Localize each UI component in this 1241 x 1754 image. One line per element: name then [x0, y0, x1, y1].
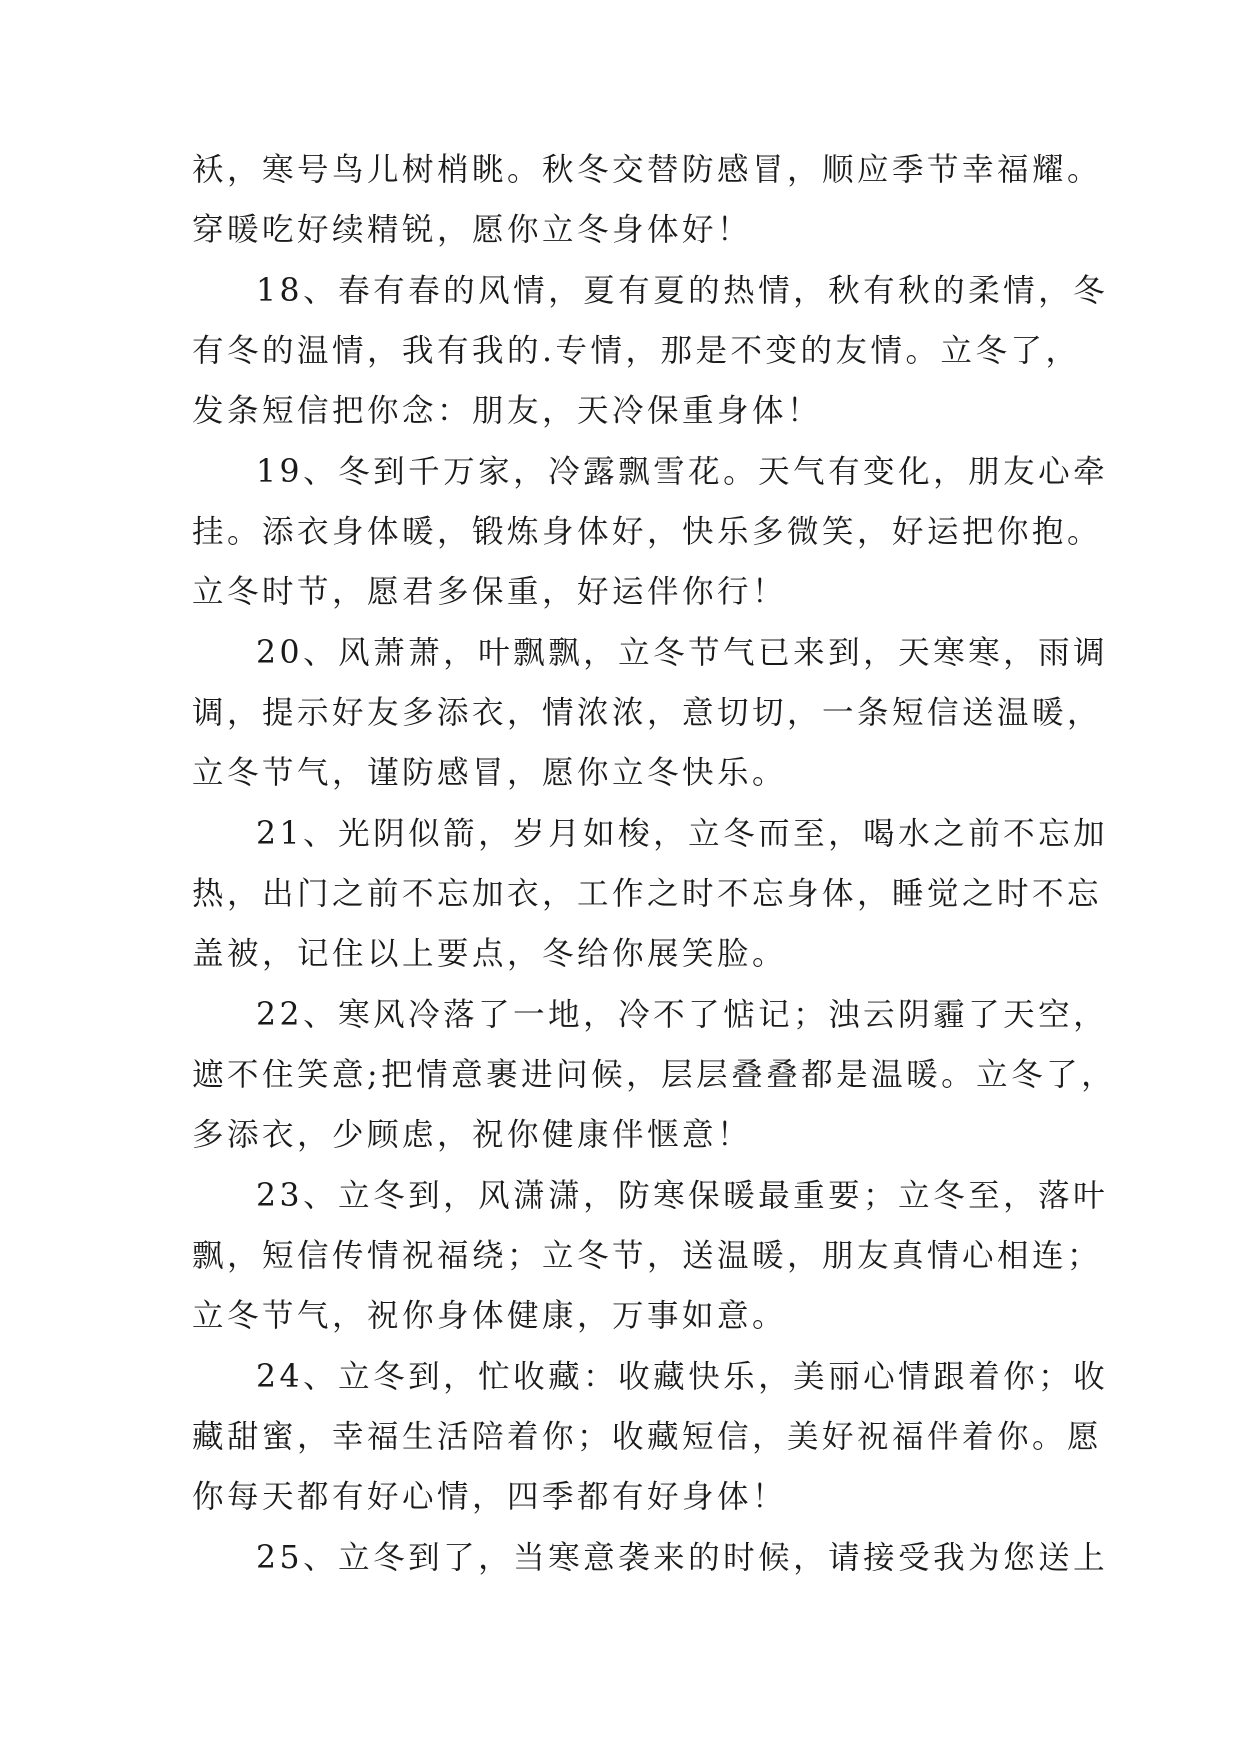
text-line: 调，提示好友多添衣，情浓浓，意切切，一条短信送温暖， — [192, 695, 1103, 731]
text-line: 遮不住笑意;把情意裹进问候，层层叠叠都是温暖。立冬了， — [192, 1057, 1117, 1093]
paragraph-22-start: 22、寒风冷落了一地，冷不了惦记；浊云阴霾了天空， — [256, 997, 1109, 1033]
text-line: 立冬节气，谨防感冒，愿你立冬快乐。 — [192, 755, 788, 791]
text-line: 有冬的温情，我有我的.专情，那是不变的友情。立冬了， — [192, 333, 1081, 369]
paragraph-20-start: 20、风萧萧，叶飘飘，立冬节气已来到，天寒寒，雨调 — [256, 635, 1109, 671]
text-line: 穿暖吃好续精锐，愿你立冬身体好！ — [192, 212, 753, 248]
text-line: 立冬时节，愿君多保重，好运伴你行！ — [192, 574, 788, 610]
paragraph-19-start: 19、冬到千万家，冷露飘雪花。天气有变化，朋友心牵 — [256, 454, 1109, 490]
text-line: 你每天都有好心情，四季都有好身体！ — [192, 1479, 788, 1515]
text-line: 袄，寒号鸟儿树梢眺。秋冬交替防感冒，顺应季节幸福耀。 — [192, 152, 1103, 188]
text-line: 立冬节气，祝你身体健康，万事如意。 — [192, 1298, 788, 1334]
paragraph-24-start: 24、立冬到，忙收藏：收藏快乐，美丽心情跟着你；收 — [256, 1359, 1109, 1395]
paragraph-25-start: 25、立冬到了，当寒意袭来的时候，请接受我为您送上 — [256, 1540, 1109, 1576]
text-line: 飘，短信传情祝福绕；立冬节，送温暖，朋友真情心相连； — [192, 1238, 1103, 1274]
paragraph-23-start: 23、立冬到，风潇潇，防寒保暖最重要；立冬至，落叶 — [256, 1178, 1109, 1214]
text-line: 盖被，记住以上要点，冬给你展笑脸。 — [192, 936, 788, 972]
text-line: 发条短信把你念：朋友，天冷保重身体！ — [192, 393, 823, 429]
text-line: 多添衣，少顾虑，祝你健康伴惬意！ — [192, 1117, 753, 1153]
text-line: 藏甜蜜，幸福生活陪着你；收藏短信，美好祝福伴着你。愿 — [192, 1419, 1103, 1455]
text-line: 热，出门之前不忘加衣，工作之时不忘身体，睡觉之时不忘 — [192, 876, 1103, 912]
paragraph-18-start: 18、春有春的风情，夏有夏的热情，秋有秋的柔情，冬 — [256, 273, 1109, 309]
paragraph-21-start: 21、光阴似箭，岁月如梭，立冬而至，喝水之前不忘加 — [256, 816, 1109, 852]
text-line: 挂。添衣身体暖，锻炼身体好，快乐多微笑，好运把你抱。 — [192, 514, 1103, 550]
